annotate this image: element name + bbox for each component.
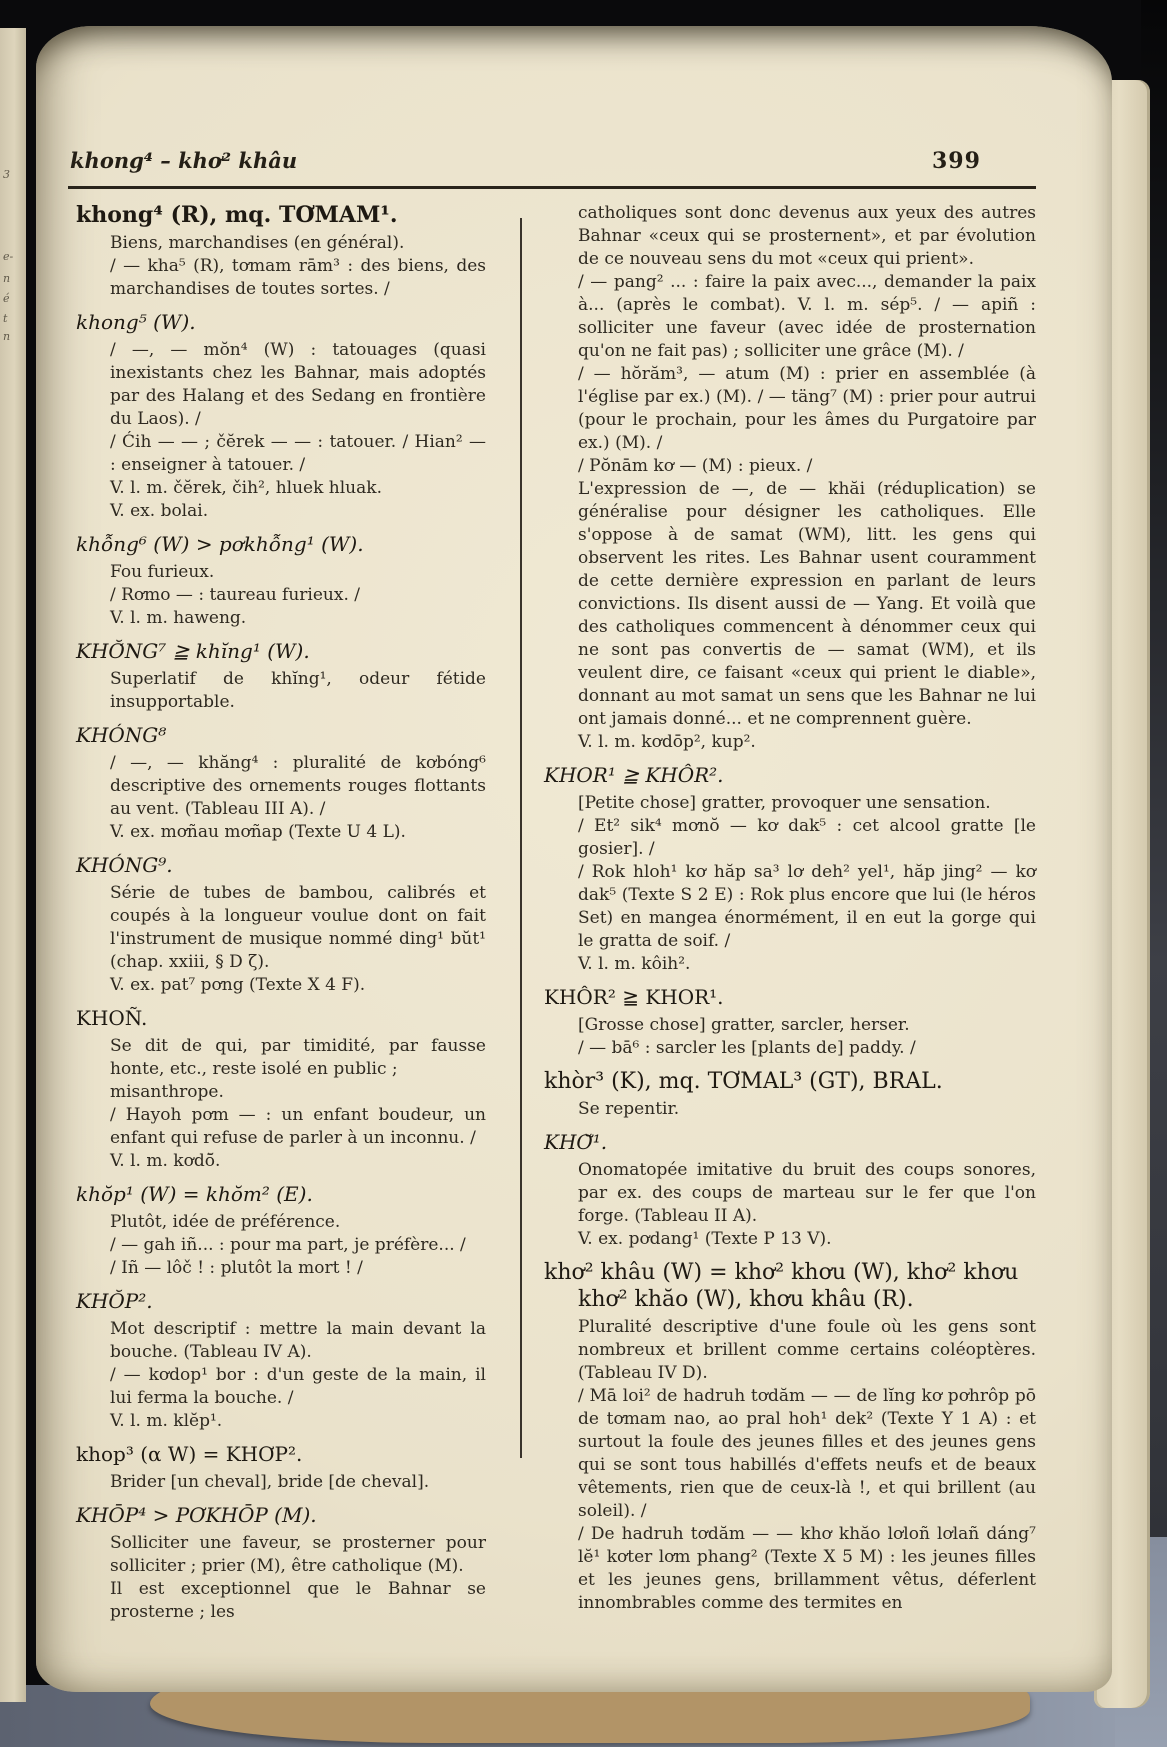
dictionary-entry bbox=[544, 984, 1036, 1060]
entry-text: / — kơdop¹ bor : d'un geste de la main, il lui ferma la bouche. / bbox=[110, 1365, 486, 1408]
entry-headword: khơ² khâu (W) = khơ² khơu (W), khơ² khơu khơ² khăo (W), khơu khâu (R). bbox=[544, 1260, 1019, 1312]
left-column bbox=[76, 202, 486, 1632]
dictionary-entry bbox=[544, 762, 1036, 976]
entry-text: / Iñ — lôč ! : plutôt la mort ! / bbox=[110, 1258, 363, 1278]
entry-text: misanthrope. bbox=[110, 1082, 224, 1102]
facing-page-text-fragment: t bbox=[3, 312, 8, 325]
entry-text: / Et² sik⁴ mơnŏ — kơ dak⁵ : cet alcool gratte [le gosier]. / bbox=[578, 816, 1036, 859]
book-page bbox=[36, 26, 1112, 1692]
facing-page-text-fragment: é bbox=[3, 292, 10, 305]
entry-text: Se repentir. bbox=[578, 1099, 680, 1119]
entry-headword: KHOR¹ ≧ KHÔR². bbox=[544, 763, 724, 787]
dictionary-entry bbox=[544, 1068, 1036, 1121]
facing-page-edge bbox=[0, 28, 26, 1702]
dictionary-entry bbox=[76, 852, 486, 997]
column-divider bbox=[520, 218, 522, 1458]
entry-text: Se dit de qui, par timidité, par fausse honte, etc., reste isolé en public ; bbox=[110, 1036, 486, 1079]
facing-page-text-fragment: e- bbox=[3, 250, 14, 263]
entry-headword: khŏp¹ (W) = khŏm² (E). bbox=[76, 1182, 313, 1206]
entry-text: / De hadruh tơdăm — — khơ khăo lơloñ lơlañ dáng⁷ lĕ¹ kơter lơm phang² (Texte X 5 M) : les jeunes filles et les jeunes gens, brillamment vêtus, déferlent innombrables comme des termites en bbox=[578, 1524, 1036, 1613]
dictionary-entry bbox=[76, 722, 486, 844]
facing-page-text-fragment: n bbox=[3, 272, 11, 285]
entry-text: Onomatopée imitative du bruit des coups sonores, par ex. des coups de marteau sur le fer que l'on forge. (Tableau II A). bbox=[578, 1160, 1036, 1226]
entry-headword: KHÓNG⁹. bbox=[76, 853, 173, 877]
dictionary-entry bbox=[76, 531, 486, 630]
entry-text: catholiques sont donc devenus aux yeux des autres Bahnar «ceux qui se prosternent», et par évolution de ce nouveau sens du mot «ceux qui prient». bbox=[578, 203, 1036, 269]
entry-text: / Rok hloh¹ kơ hăp sa³ lơ deh² yel¹, hăp jing² — kơ dak⁵ (Texte S 2 E) : Rok plus encore que lui (le héros Set) en mangea énormément, il en eut la gorge qui le gratta de soif. / bbox=[578, 862, 1036, 951]
dictionary-entry bbox=[76, 1005, 486, 1173]
entry-text: V. l. m. kơdō̆. bbox=[110, 1151, 221, 1171]
entry-text: Solliciter une faveur, se prosterner pour solliciter ; prier (M), être catholique (M). bbox=[110, 1533, 486, 1576]
dictionary-entry bbox=[76, 1502, 486, 1624]
entry-text: / —, — khăng⁴ : pluralité de kơbóng⁶ descriptive des ornements rouges flottants au vent. (Tableau III A). / bbox=[110, 753, 486, 819]
dictionary-entry bbox=[76, 638, 486, 714]
entry-text: V. ex. pơdang¹ (Texte P 13 V). bbox=[578, 1229, 832, 1249]
facing-page-text-fragment: 3 bbox=[3, 168, 10, 181]
header-rule bbox=[68, 186, 1036, 189]
dictionary-entry bbox=[76, 202, 486, 301]
entry-headword: khong⁴ (R), mq. TƠMAM¹. bbox=[76, 202, 398, 228]
dictionary-entry bbox=[76, 1181, 486, 1280]
entry-text: V. ex. pat⁷ pơng (Texte X 4 F). bbox=[110, 975, 366, 995]
entry-text: Biens, marchandises (en général). bbox=[110, 233, 405, 253]
entry-text: Série de tubes de bambou, calibrés et coupés à la longueur voulue dont on fait l'instrument de musique nommé ding¹ bŭt¹ (chap. xxiii, § D ζ). bbox=[110, 883, 486, 972]
entry-text: / — pang² ... : faire la paix avec..., demander la paix à... (après le combat). V. l. m. sép⁵. / — apiñ : solliciter une faveur (avec idée de prosternation qu'on ne fait pas) ; solliciter une grâce (M). / bbox=[578, 272, 1036, 361]
entry-text: Pluralité descriptive d'une foule où les gens sont nombreux et brillent comme certains coléoptères. (Tableau IV D). bbox=[578, 1317, 1036, 1383]
entry-text: / — hŏrăm³, — atum (M) : prier en assemblée (à l'église par ex.) (M). / — täng⁷ (M) : prier pour autrui (pour le prochain, pour les âmes du Purgatoire par ex.) (M). / bbox=[578, 364, 1036, 453]
entry-text: V. l. m. kôih². bbox=[578, 954, 691, 974]
entry-headword: KHÔR² ≧ KHOR¹. bbox=[544, 985, 724, 1009]
entry-text: V. ex. bolai. bbox=[110, 501, 209, 521]
entry-text: V. l. m. haweng. bbox=[110, 608, 247, 628]
entry-text: / Ćih — — ; čĕrek — — : tatouer. / Hian² — : enseigner à tatouer. / bbox=[110, 432, 486, 475]
entry-headword: KHOÑ. bbox=[76, 1006, 148, 1030]
entry-text: V. ex. mơñau mơñap (Texte U 4 L). bbox=[110, 822, 406, 842]
facing-page-text-fragment: n bbox=[3, 330, 11, 343]
entry-headword: khop³ (α W) = KHƠP². bbox=[76, 1442, 303, 1466]
entry-text: V. l. m. kơdōp², kup². bbox=[578, 732, 756, 752]
entry-text: Superlatif de khĭng¹, odeur fétide insupportable. bbox=[110, 669, 486, 712]
entry-text: Brider [un cheval], bride [de cheval]. bbox=[110, 1472, 430, 1492]
entry-text: Il est exceptionnel que le Bahnar se prosterne ; les bbox=[110, 1579, 486, 1622]
entry-text: / — kha⁵ (R), tơmam rām³ : des biens, des marchandises de toutes sortes. / bbox=[110, 256, 486, 299]
entry-headword: KHŎP². bbox=[76, 1289, 153, 1313]
dictionary-entry bbox=[76, 1288, 486, 1433]
entry-text: Plutôt, idée de préférence. bbox=[110, 1212, 341, 1232]
entry-text: V. l. m. klĕp¹. bbox=[110, 1411, 223, 1431]
dictionary-entry bbox=[544, 1259, 1036, 1615]
dictionary-entry bbox=[544, 1129, 1036, 1251]
entry-headword: KHŎ́NG⁷ ≧ khĭng¹ (W). bbox=[76, 639, 310, 663]
entry-text: Fou furieux. bbox=[110, 562, 215, 582]
entry-text: L'expression de —, de — khăi (réduplication) se généralise pour désigner les catholiques. Elle s'oppose à de samat (WM), litt. les gens qui observent les rites. Les Bahnar usent couramment de cette dernière expression en parlant de leurs convictions. Ils disent aussi de — Yang. Et voilà que des catholiques commencent à dénommer ceux qui ne sont pas convertis de — samat (WM), et ils veulent dire, ce faisant «ceux qui prient le diable», donnant au mot samat un sens que les Bahnar ne lui ont jamais donné... et ne comprennent guère. bbox=[578, 479, 1036, 729]
entry-headword: KHƠ̆¹. bbox=[544, 1130, 608, 1154]
entry-text: / Pŏnām kơ — (M) : pieux. / bbox=[578, 456, 813, 476]
entry-text: / Rơmo — : taureau furieux. / bbox=[110, 585, 360, 605]
right-column bbox=[544, 202, 1036, 1623]
running-header bbox=[36, 148, 1112, 184]
entry-text: / —, — mŏn⁴ (W) : tatouages (quasi inexistants chez les Bahnar, mais adoptés par des Halang et des Sedang en frontière du Laos). / bbox=[110, 340, 486, 429]
entry-text: / — bā⁶ : sarcler les [plants de] paddy. / bbox=[578, 1038, 916, 1058]
dictionary-entry bbox=[76, 309, 486, 523]
running-header-range: khong⁴ – khơ² khâu bbox=[70, 148, 298, 173]
entry-text: Mot descriptif : mettre la main devant la bouche. (Tableau IV A). bbox=[110, 1319, 486, 1362]
entry-headword: KHŌP⁴ > PƠKHŌP (M). bbox=[76, 1503, 317, 1527]
dictionary-entry bbox=[544, 202, 1036, 754]
entry-headword: khỗng⁶ (W) > pơkhỗng¹ (W). bbox=[76, 532, 364, 556]
entry-text: [Grosse chose] gratter, sarcler, herser. bbox=[578, 1015, 910, 1035]
entry-headword: KHÓNG⁸ bbox=[76, 723, 167, 747]
page-number: 399 bbox=[932, 148, 981, 174]
entry-text: / Mā loi² de hadruh tơdăm — — de lĭng kơ pơhrôp pō de tơmam nao, ao pral hoh¹ dek² (Texte Y 1 A) : et surtout la foule des jeunes filles et des jeunes gens qui se sont tous habillés d'effets neufs et de beaux vêtements, rien que de ceux-là !, et qui brillent (au soleil). / bbox=[578, 1386, 1036, 1521]
dictionary-entry bbox=[76, 1441, 486, 1494]
entry-headword: khòr³ (K), mq. TƠMAL³ (GT), BRAL. bbox=[544, 1069, 943, 1094]
entry-text: [Petite chose] gratter, provoquer une sensation. bbox=[578, 793, 991, 813]
entry-headword: khong⁵ (W). bbox=[76, 310, 196, 334]
entry-text: V. l. m. čĕrek, čih², hluek hluak. bbox=[110, 478, 382, 498]
entry-text: / — gah iñ... : pour ma part, je préfère... / bbox=[110, 1235, 466, 1255]
entry-text: / Hayoh pơm — : un enfant boudeur, un enfant qui refuse de parler à un inconnu. / bbox=[110, 1105, 486, 1148]
